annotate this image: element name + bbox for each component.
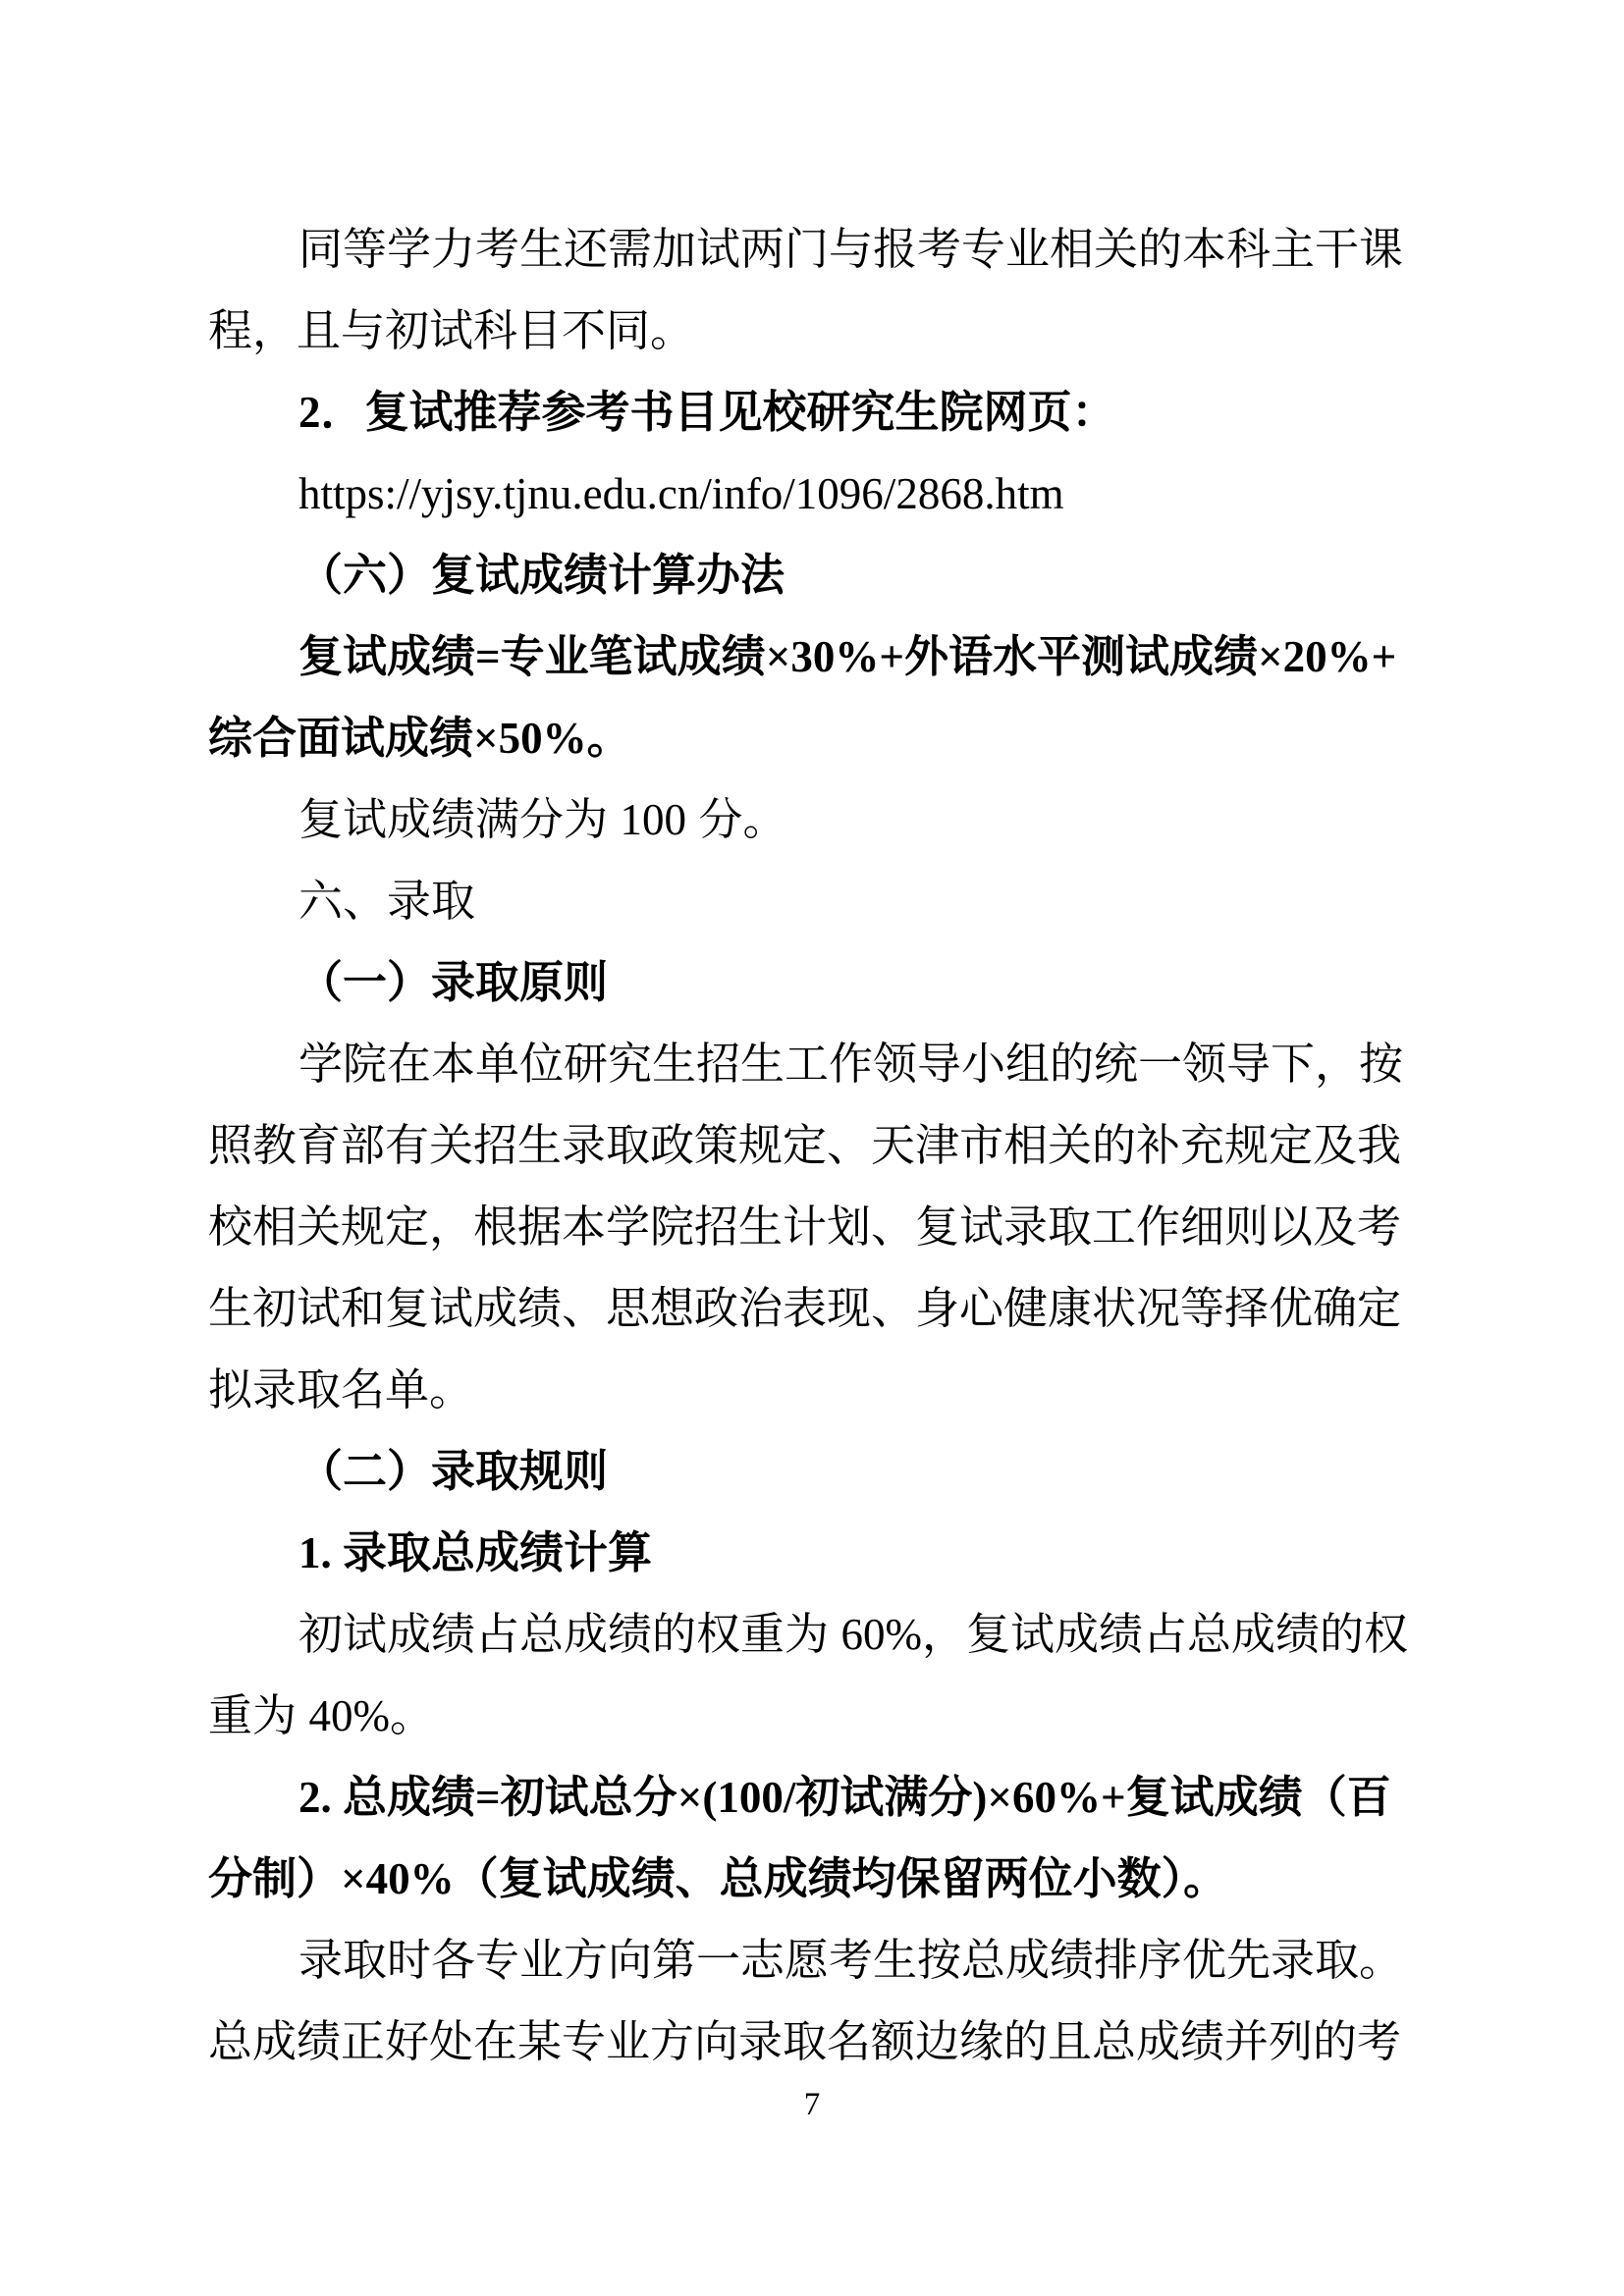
document-line (208, 2001, 1494, 2082)
text-segment: 初试成绩占总成绩的权重为 (298, 1609, 841, 1659)
text-segment: 2. (298, 1773, 343, 1822)
text-segment: ×40% (341, 1854, 455, 1903)
text-segment: 复试成绩 (298, 631, 476, 681)
text-segment: 总成绩 (343, 1772, 476, 1822)
document-line (208, 697, 1494, 778)
document-line (208, 1186, 1494, 1267)
document-line (208, 290, 1494, 371)
text-segment: 外语水平测试成绩 (903, 631, 1258, 681)
document-line (208, 1593, 1494, 1675)
document-line (208, 1675, 1494, 1756)
text-segment: （六）复试成绩计算办法 (298, 550, 785, 600)
text-segment: 生初试和复试成绩、思想政治表现、身心健康状况等择优确定 (208, 1283, 1402, 1333)
text-segment: 2． (298, 388, 365, 437)
text-segment: ，复试成绩占总成绩的权 (922, 1609, 1409, 1659)
text-segment: （复试成绩、总成绩均保留两位小数）。 (454, 1853, 1228, 1903)
text-block (208, 208, 1494, 2082)
text-segment: 复试成绩满分为 (298, 794, 621, 844)
text-segment: 。 (390, 1690, 435, 1740)
document-line (208, 1104, 1494, 1186)
text-segment: （二）录取规则 (298, 1446, 609, 1496)
text-segment: 40% (308, 1691, 391, 1740)
text-segment: ×30%+ (765, 632, 904, 681)
text-segment: 分制） (208, 1853, 342, 1903)
document-line (208, 1267, 1494, 1349)
document-line (208, 1023, 1494, 1104)
text-segment: 照教育部有关招生录取政策规定、天津市相关的补充规定及我 (208, 1120, 1402, 1170)
text-segment: 同等学力考生还需加试两门与报考专业相关的本科主干课 (298, 224, 1404, 274)
document-line (208, 453, 1494, 534)
text-segment: 复试推荐参考书目见校研究生院网页： (364, 387, 1116, 437)
document-line (208, 1756, 1494, 1838)
document-line (208, 860, 1494, 941)
document-line (208, 208, 1494, 290)
text-segment: 复试成绩（百 (1125, 1772, 1391, 1822)
document-line (208, 615, 1494, 697)
text-segment: 录取总成绩计算 (343, 1527, 653, 1577)
text-segment: 程，且与初试科目不同。 (208, 305, 695, 355)
text-segment: = (475, 632, 501, 681)
text-segment: 学院在本单位研究生招生工作领导小组的统一领导下，按 (298, 1039, 1404, 1089)
text-segment: 六、录取 (298, 876, 476, 926)
document-line (208, 1349, 1494, 1430)
document-line (208, 1838, 1494, 1919)
document-line (208, 371, 1494, 453)
url-text: https://yjsy.tjnu.edu.cn/info/1096/2868.htm (298, 469, 1064, 518)
page-number: 7 (803, 2087, 821, 2122)
text-segment: = (475, 1773, 501, 1822)
text-segment: ×20%+ (1258, 632, 1397, 681)
text-segment: 1. (298, 1528, 343, 1577)
text-segment: 总成绩正好处在某专业方向录取名额边缘的且总成绩并列的考 (208, 2016, 1402, 2066)
text-segment: 专业笔试成绩 (500, 631, 766, 681)
document-line (208, 778, 1494, 860)
document-line (208, 1919, 1494, 2001)
text-segment: 60% (840, 1610, 923, 1659)
document-line (208, 941, 1494, 1023)
text-segment: ×(100/ (677, 1773, 796, 1822)
text-segment: 100 (620, 795, 687, 844)
document-line (208, 534, 1494, 615)
text-segment: 分。 (686, 794, 787, 844)
text-segment: 录取时各专业方向第一志愿考生按总成绩排序优先录取。 (298, 1935, 1404, 1985)
text-segment: 。 (586, 713, 631, 763)
text-segment: 综合面试成绩 (208, 713, 474, 763)
text-segment: 重为 (208, 1690, 309, 1740)
text-segment: 拟录取名单。 (208, 1364, 474, 1415)
text-segment: 初试满分 (795, 1772, 973, 1822)
text-segment: 校相关规定，根据本学院招生计划、复试录取工作细则以及考 (208, 1201, 1402, 1252)
text-segment: )×60%+ (972, 1773, 1126, 1822)
text-segment: （一）录取原则 (298, 957, 609, 1007)
text-segment: ×50% (473, 714, 587, 763)
document-line (208, 1430, 1494, 1512)
document-line (208, 1512, 1494, 1593)
text-segment: 初试总分 (500, 1772, 677, 1822)
